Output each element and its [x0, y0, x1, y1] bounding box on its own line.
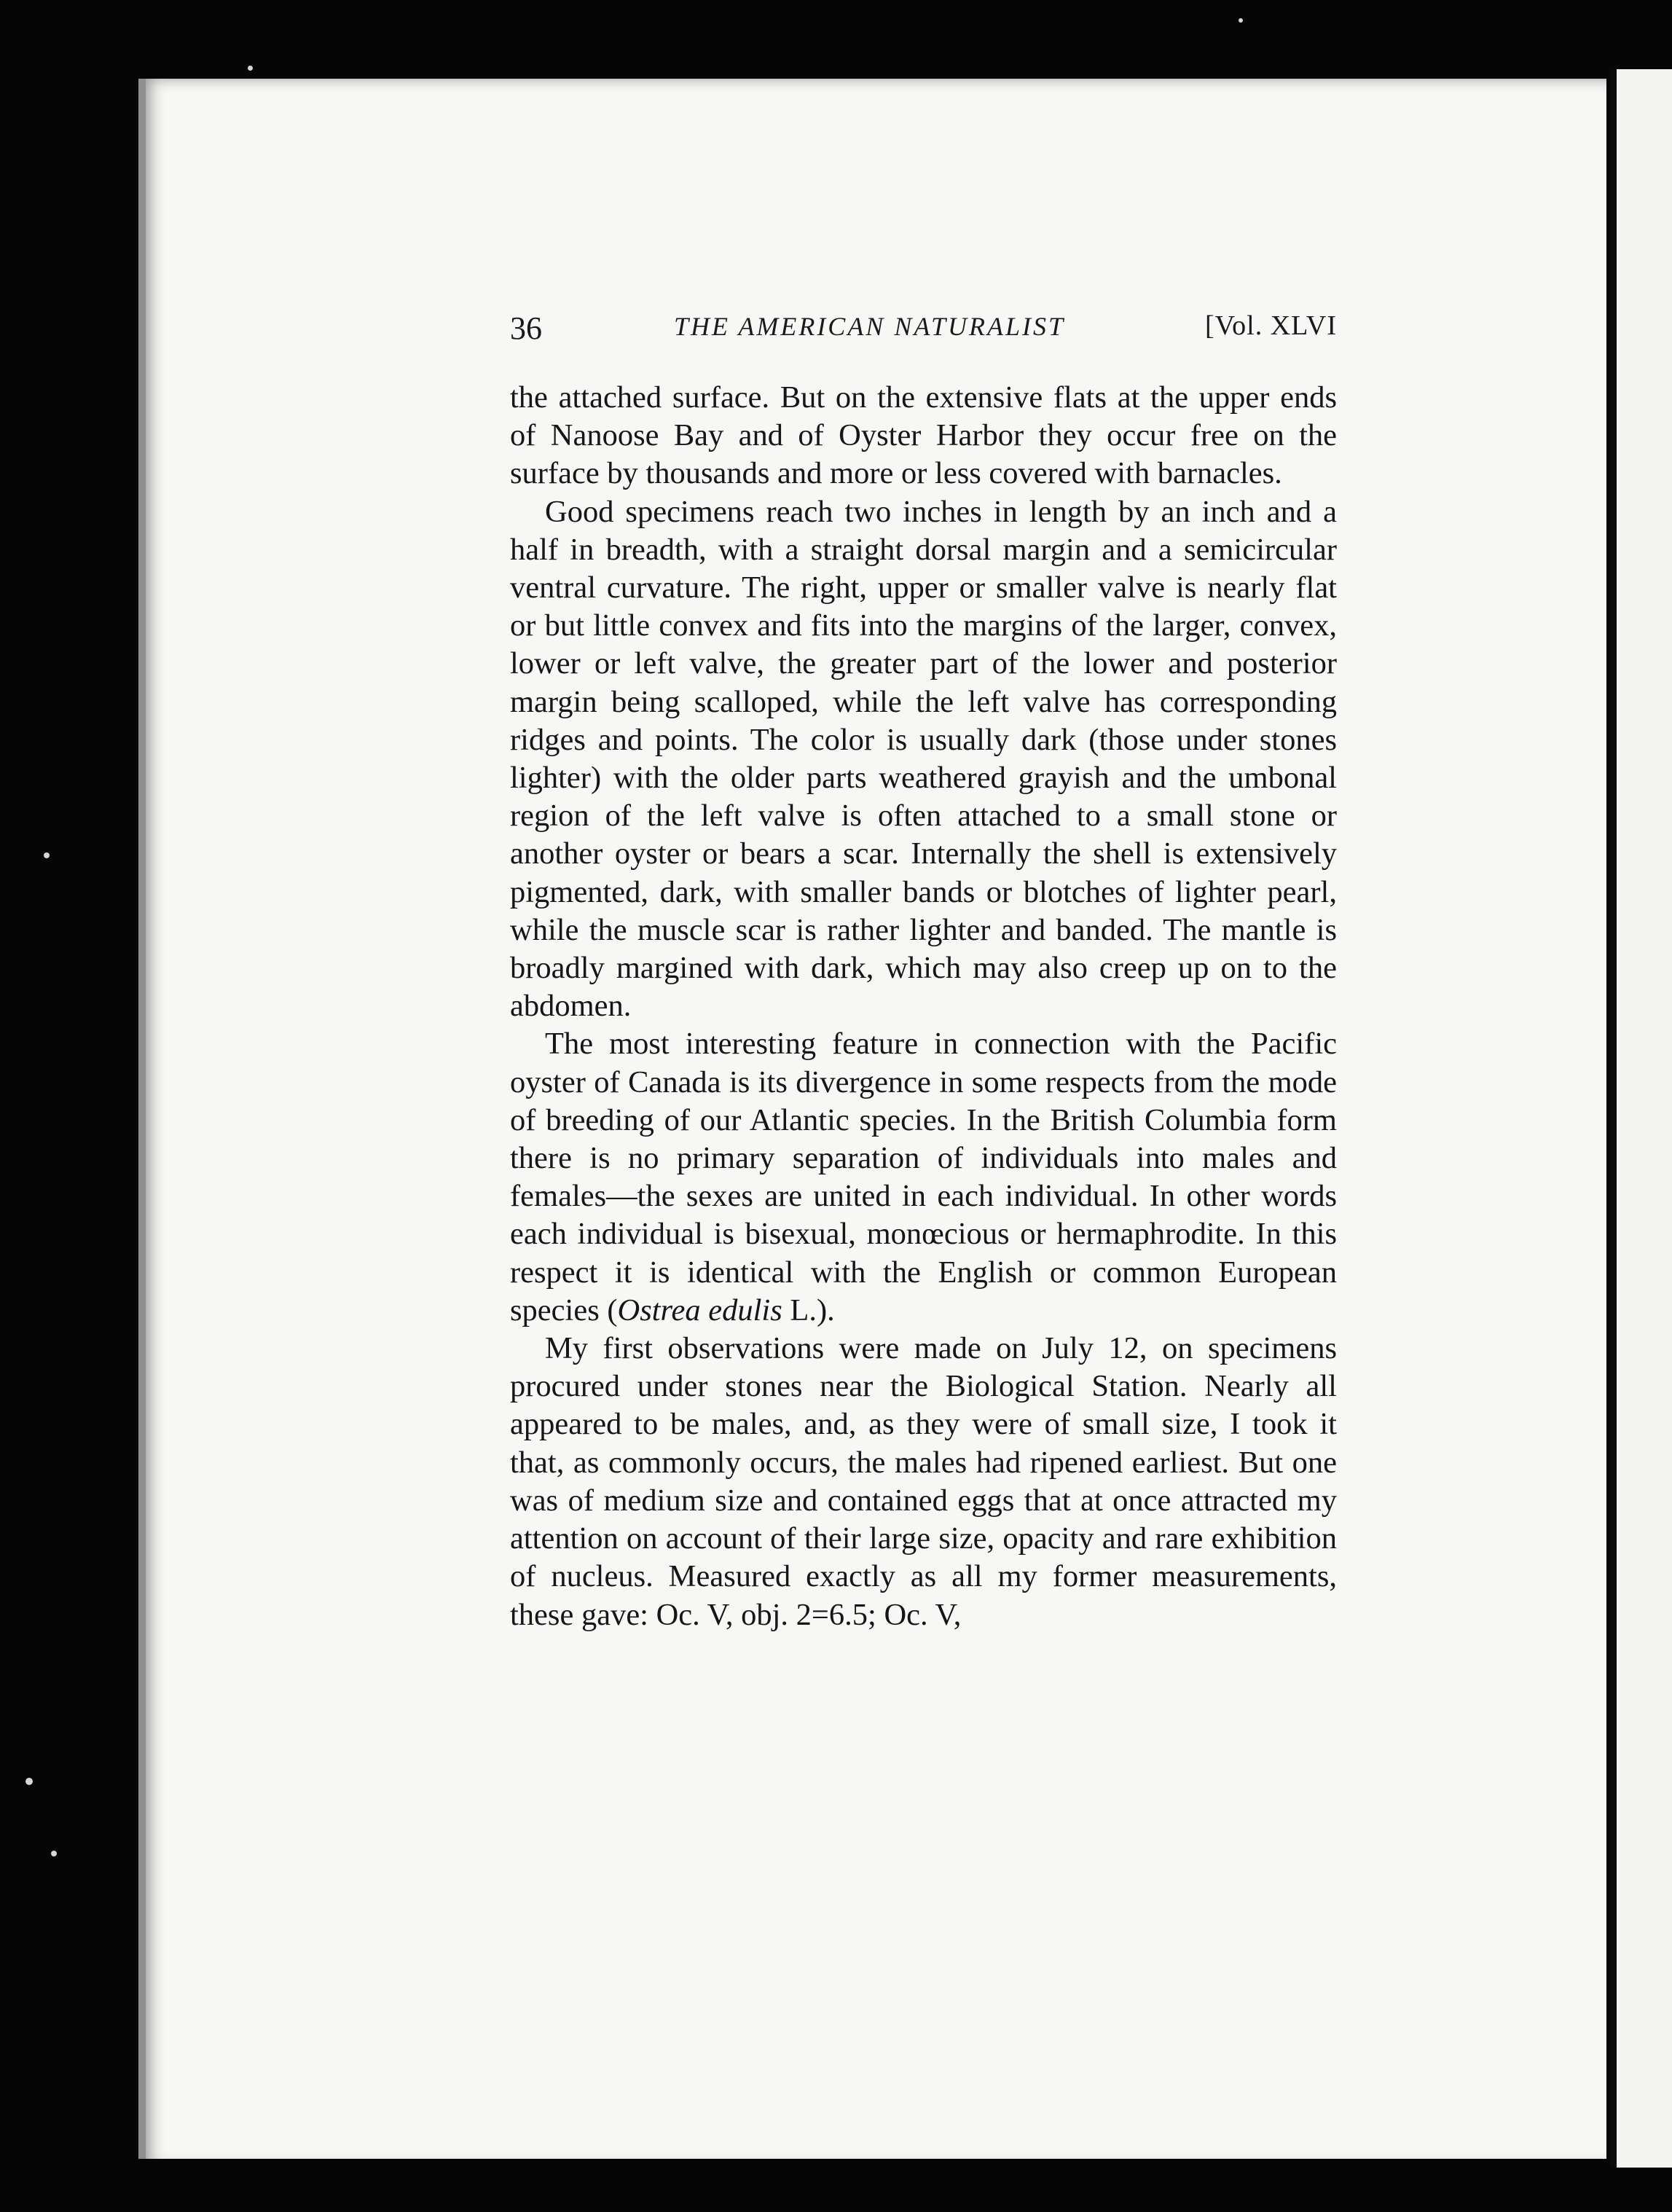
paragraph: the attached surface. But on the extensive flats at the upper ends of Nanoose Bay and of Oyster Harbor they occur free on the surface by thousands and more or less covered with barnacles.	[510, 380, 1337, 491]
running-head	[510, 310, 1337, 353]
scan-speck	[51, 1851, 57, 1856]
paragraph	[510, 1025, 1337, 1330]
scan-speck	[25, 1778, 33, 1785]
page-number: 36	[510, 310, 542, 346]
body-text	[510, 379, 1337, 1634]
paragraph-text: L.).	[782, 1293, 835, 1327]
scan-speck	[248, 66, 253, 71]
scan-speck	[1239, 18, 1243, 23]
scan-speck	[44, 852, 50, 858]
volume-label: [Vol. XLVI	[1204, 310, 1337, 341]
facing-page-edge	[1610, 69, 1672, 2168]
journal-title: THE AMERICAN NATURALIST	[674, 312, 1066, 341]
paragraph: My first observations were made on July 12, on specimens procured under stones near the Biological Station. Nearly all appeared to be males, and, as they were of small size, I took it that, as commonly occurs, the males had ripened earliest. But one was of medium size and contained eggs that at once attracted my attention on account of their large size, opacity and rare exhibition of nucleus. Measured exactly as all my former measurements, these gave: Oc. V, obj. 2=6.5; Oc. V,	[510, 1331, 1337, 1632]
paragraph-text: The most interesting feature in connection with the Pacific oyster of Canada is its divergence in some respects from the mode of breeding of our Atlantic species. In the British Columbia form there is no primary separation of individuals into males and females—the sexes are united in each individual. In other words each individual is bisexual, monœcious or hermaphrodite. In this respect it is identical with the English or common European species (	[510, 1027, 1337, 1327]
paragraph: Good specimens reach two inches in length by an inch and a half in breadth, with a straight dorsal margin and a semicircular ventral curvature. The right, upper or smaller valve is nearly flat or but little convex and fits into the margins of the larger, convex, lower or left valve, the greater part of the lower and posterior margin being scalloped, while the left valve has corresponding ridges and points. The color is usually dark (those under stones lighter) with the older parts weathered grayish and the umbonal region of the left valve is often attached to a small stone or another oyster or bears a scar. Internally the shell is extensively pigmented, dark, with smaller bands or blotches of lighter pearl, while the muscle scar is rather lighter and banded. The mantle is broadly margined with dark, which may also creep up on to the abdomen.	[510, 494, 1337, 1024]
species-name: Ostrea edulis	[617, 1293, 782, 1327]
